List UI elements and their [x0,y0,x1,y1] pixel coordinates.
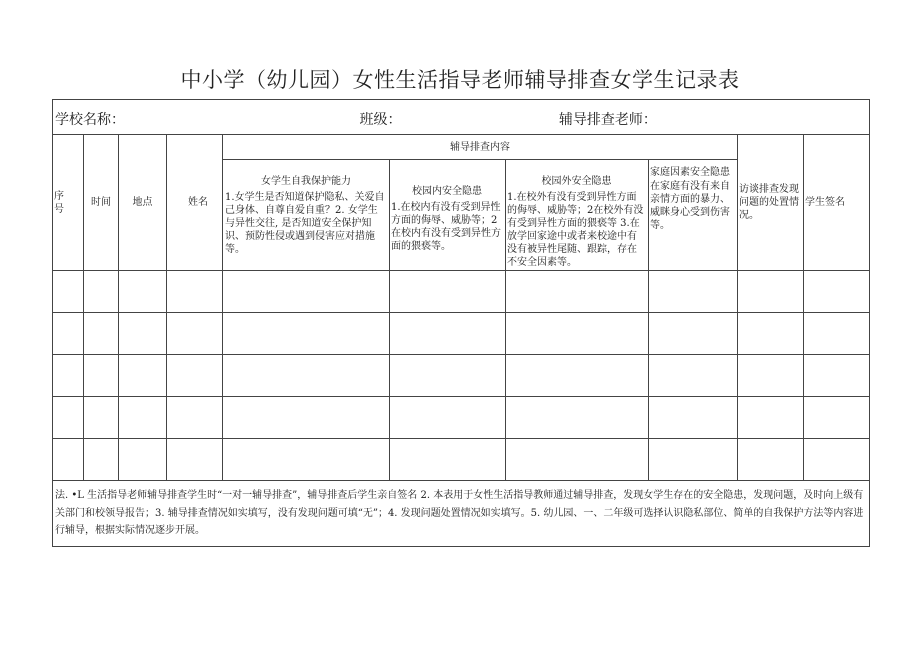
entry-cell[interactable] [84,355,119,397]
col-seq-header: 序号 [53,135,84,271]
col-in-school-header [390,160,506,271]
entry-cell[interactable] [119,355,167,397]
entry-cell[interactable] [53,397,84,439]
in-school-title: 校园内安全隐患 [412,186,482,197]
entry-cell[interactable] [223,355,390,397]
record-table [52,99,870,547]
entry-cell[interactable] [649,271,738,313]
entry-cell[interactable] [390,271,506,313]
column-header-row-1 [53,135,870,160]
self-protect-body: 1.女学生是否知道保护隐私、关爱自己身体、自尊自爱自重？2. 女学生与异性交往, 是否知道安全保护知识、预防性侵或遇到侵害应对措施等。 [225,192,385,255]
col-self-protect-header [223,160,390,271]
col-handling-header: 访谈排查发现问题的处置情况。 [738,135,804,271]
entry-cell[interactable] [53,313,84,355]
col-place-header: 地点 [119,135,167,271]
entry-cell[interactable] [119,439,167,481]
entry-cell[interactable] [390,355,506,397]
form-header-cell [53,100,870,135]
entry-cell[interactable] [223,439,390,481]
entry-cell[interactable] [119,271,167,313]
entry-cell[interactable] [738,313,804,355]
entry-cell[interactable] [506,397,649,439]
family-body: 在家庭有没有来自亲情方面的暴力、威眯身心受到伤害等。 [650,181,730,231]
entry-cell[interactable] [738,271,804,313]
entry-cell[interactable] [506,439,649,481]
entry-cell[interactable] [223,313,390,355]
data-rows [53,271,870,481]
notes-text: 法. •L 生活指导老师辅导排查学生时“一对一辅导排查”，辅导排查后学生亲自签名 2. 本表用于女性生活指导教师通过辅导排查，发现女学生存在的安全隐患，发现问题，及时向上级有关部门和校领导报告；3. 辅导排查情况如实填写，没有发现问题可填“无”；4. 发现问题处置情况如实填写。5. 幼儿园、一、二年级可选择认识隐私部位、简单的自我保护方法等内容进行辅导，根据实际情况逐步开展。 [53,481,870,547]
table-row [53,313,870,355]
family-title: 家庭因素安全隐患 [650,167,730,178]
entry-cell[interactable] [738,397,804,439]
col-out-school-header [506,160,649,271]
col-signature-header: 学生签名 [804,135,870,271]
table-row [53,355,870,397]
entry-cell[interactable] [119,397,167,439]
entry-cell[interactable] [804,397,870,439]
entry-cell[interactable] [119,313,167,355]
entry-cell[interactable] [390,313,506,355]
in-school-body: 1.在校内有没有受到异性方面的侮辱、威胁等；2在校内有没有受到异性方面的猥亵等。 [391,202,501,252]
entry-cell[interactable] [53,355,84,397]
entry-cell[interactable] [738,439,804,481]
table-row [53,397,870,439]
entry-cell[interactable] [649,355,738,397]
col-time-header: 时间 [84,135,119,271]
class-label: 班级： [359,112,402,128]
entry-cell[interactable] [390,439,506,481]
col-name-header: 姓名 [167,135,223,271]
col-content-group-header: 辅导排查内容 [223,135,738,160]
out-school-title: 校园外安全隐患 [541,176,612,187]
entry-cell[interactable] [804,313,870,355]
col-family-header [649,160,738,271]
entry-cell[interactable] [53,439,84,481]
entry-cell[interactable] [84,439,119,481]
entry-cell[interactable] [649,439,738,481]
out-school-body: 1.在校外有没有受到异性方面的侮辱、威胁等；2在校外有没有受到异性方面的猥亵等 3.在放学回家途中或者来校途中有没有被异性尾随、跟踪，存在不安全因素等。 [507,192,644,268]
table-row [53,271,870,313]
entry-cell[interactable] [84,271,119,313]
entry-cell[interactable] [649,397,738,439]
entry-cell[interactable] [390,397,506,439]
form-title: 中小学（幼儿园）女性生活指导老师辅导排查女学生记录表 [180,68,740,92]
entry-cell[interactable] [804,271,870,313]
school-name-label: 学校名称： [55,112,125,128]
entry-cell[interactable] [738,355,804,397]
table-row [53,439,870,481]
entry-cell[interactable] [649,313,738,355]
self-protect-title: 女学生自我保护能力 [261,176,351,187]
form-header-row [53,100,870,135]
teacher-label: 辅导排查老师： [558,112,657,128]
entry-cell[interactable] [167,397,223,439]
entry-cell[interactable] [804,439,870,481]
notes-row [53,481,870,547]
entry-cell[interactable] [506,313,649,355]
entry-cell[interactable] [84,313,119,355]
entry-cell[interactable] [167,313,223,355]
entry-cell[interactable] [223,397,390,439]
entry-cell[interactable] [167,355,223,397]
entry-cell[interactable] [167,439,223,481]
entry-cell[interactable] [223,271,390,313]
entry-cell[interactable] [53,271,84,313]
entry-cell[interactable] [167,271,223,313]
entry-cell[interactable] [506,355,649,397]
entry-cell[interactable] [506,271,649,313]
entry-cell[interactable] [84,397,119,439]
entry-cell[interactable] [804,355,870,397]
